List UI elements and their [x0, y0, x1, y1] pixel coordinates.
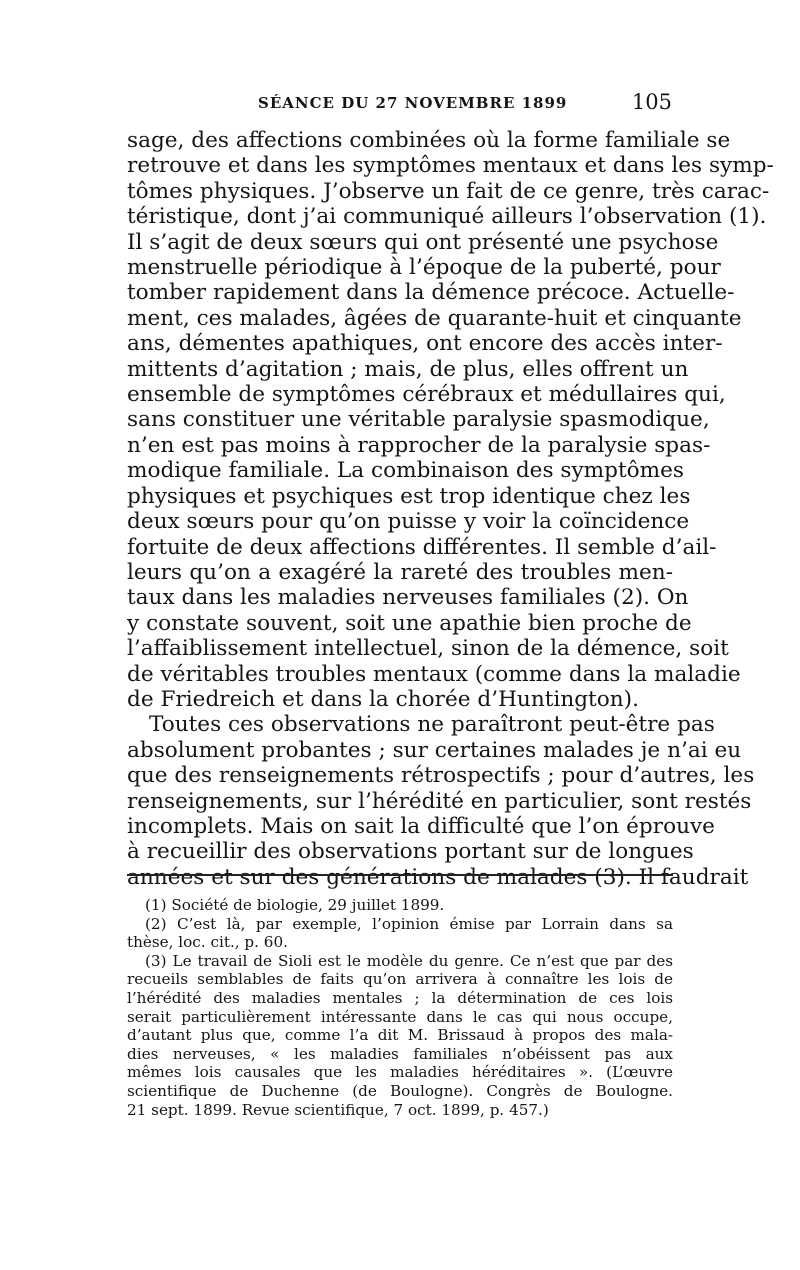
footnotes	[127, 896, 673, 1119]
footnote-line: scientifique de Duchenne (de Boulogne). Congrès de Boulogne.	[127, 1081, 673, 1100]
text-line: deux sœurs pour qu’on puisse y voir la coïncidence	[127, 509, 690, 535]
footnote-line: l’hérédité des maladies mentales ; la détermination de ces lois	[127, 988, 673, 1007]
footnote-line: mêmes lois causales que les maladies héréditaires ». (L’œuvre	[127, 1063, 673, 1082]
text-line: Il s’agit de deux sœurs qui ont présenté une psychose	[127, 229, 719, 255]
text-line: de véritables troubles mentaux (comme dans la maladie	[127, 661, 741, 687]
text-line: tômes physiques. J’observe un fait de ce genre, très carac-	[127, 178, 770, 204]
footnote-line: serait particulièrement intéressante dans le cas qui nous occupe,	[127, 1007, 673, 1026]
text-line: ment, ces malades, âgées de quarante-huit et cinquante	[127, 305, 742, 331]
text-line: incomplets. Mais on sait la difficulté que l’on éprouve	[127, 813, 715, 839]
text-line: retrouve et dans les symptômes mentaux et dans les symp-	[127, 153, 774, 179]
running-title: SÉANCE DU 27 NOVEMBRE 1899	[258, 94, 568, 112]
text-line: modique familiale. La combinaison des symptômes	[127, 458, 684, 484]
running-header	[258, 90, 672, 120]
text-line: renseignements, sur l’hérédité en particulier, sont restés	[127, 788, 752, 814]
text-line: leurs qu’on a exagéré la rareté des troubles men-	[127, 559, 673, 585]
footnote-line: d’autant plus que, comme l’a dit M. Brissaud à propos des mala-	[127, 1026, 673, 1045]
text-line: mittents d’agitation ; mais, de plus, elles offrent un	[127, 356, 689, 382]
text-line: que des renseignements rétrospectifs ; pour d’autres, les	[127, 763, 755, 789]
text-line: l’affaiblissement intellectuel, sinon de la démence, soit	[127, 636, 729, 662]
text-line: de Friedreich et dans la chorée d’Huntington).	[127, 686, 639, 712]
footnote-line: recueils semblables de faits qu’on arrivera à connaître les lois de	[127, 970, 673, 989]
text-line: physiques et psychiques est trop identique chez les	[127, 483, 691, 509]
text-line: ans, démentes apathiques, ont encore des accès inter-	[127, 331, 723, 357]
footnote-line: (2) C’est là, par exemple, l’opinion émise par Lorrain dans sa	[145, 914, 673, 933]
text-line: Toutes ces observations ne paraîtront peut-être pas	[149, 712, 715, 738]
footnote-separator	[127, 874, 673, 876]
text-line: tomber rapidement dans la démence précoce. Actuelle-	[127, 280, 735, 306]
text-line: sage, des affections combinées où la forme familiale se	[127, 128, 731, 153]
text-line: taux dans les maladies nerveuses familiales (2). On	[127, 585, 689, 611]
text-line: y constate souvent, soit une apathie bien proche de	[127, 610, 692, 636]
text-line: menstruelle périodique à l’époque de la puberté, pour	[127, 255, 721, 281]
text-line: années et sur des générations de malades (3). Il faudrait	[127, 864, 749, 890]
text-line: sans constituer une véritable paralysie spasmodique,	[127, 407, 710, 433]
text-line: ensemble de symptômes cérébraux et médullaires qui,	[127, 382, 726, 408]
text-line: fortuite de deux affections différentes. Il semble d’ail-	[127, 534, 717, 560]
text-line: n’en est pas moins à rapprocher de la paralysie spas-	[127, 432, 711, 458]
footnote-line: 21 sept. 1899. Revue scientifique, 7 oct. 1899, p. 457.)	[127, 1100, 549, 1119]
footnote-line: (1) Société de biologie, 29 juillet 1899.	[145, 896, 445, 914]
text-line: absolument probantes ; sur certaines malades je n’ai eu	[127, 737, 742, 763]
footnote-line: (3) Le travail de Sioli est le modèle du genre. Ce n’est que par des	[145, 951, 673, 970]
footnote-line: thèse, loc. cit., p. 60.	[127, 933, 288, 952]
text-line: téristique, dont j’ai communiqué ailleurs l’observation (1).	[127, 204, 767, 230]
footnote-line: dies nerveuses, « les maladies familiales n’obéissent pas aux	[127, 1044, 673, 1063]
page-number: 105	[631, 90, 672, 114]
text-line: à recueillir des observations portant sur de longues	[127, 839, 694, 865]
main-text	[127, 128, 774, 890]
